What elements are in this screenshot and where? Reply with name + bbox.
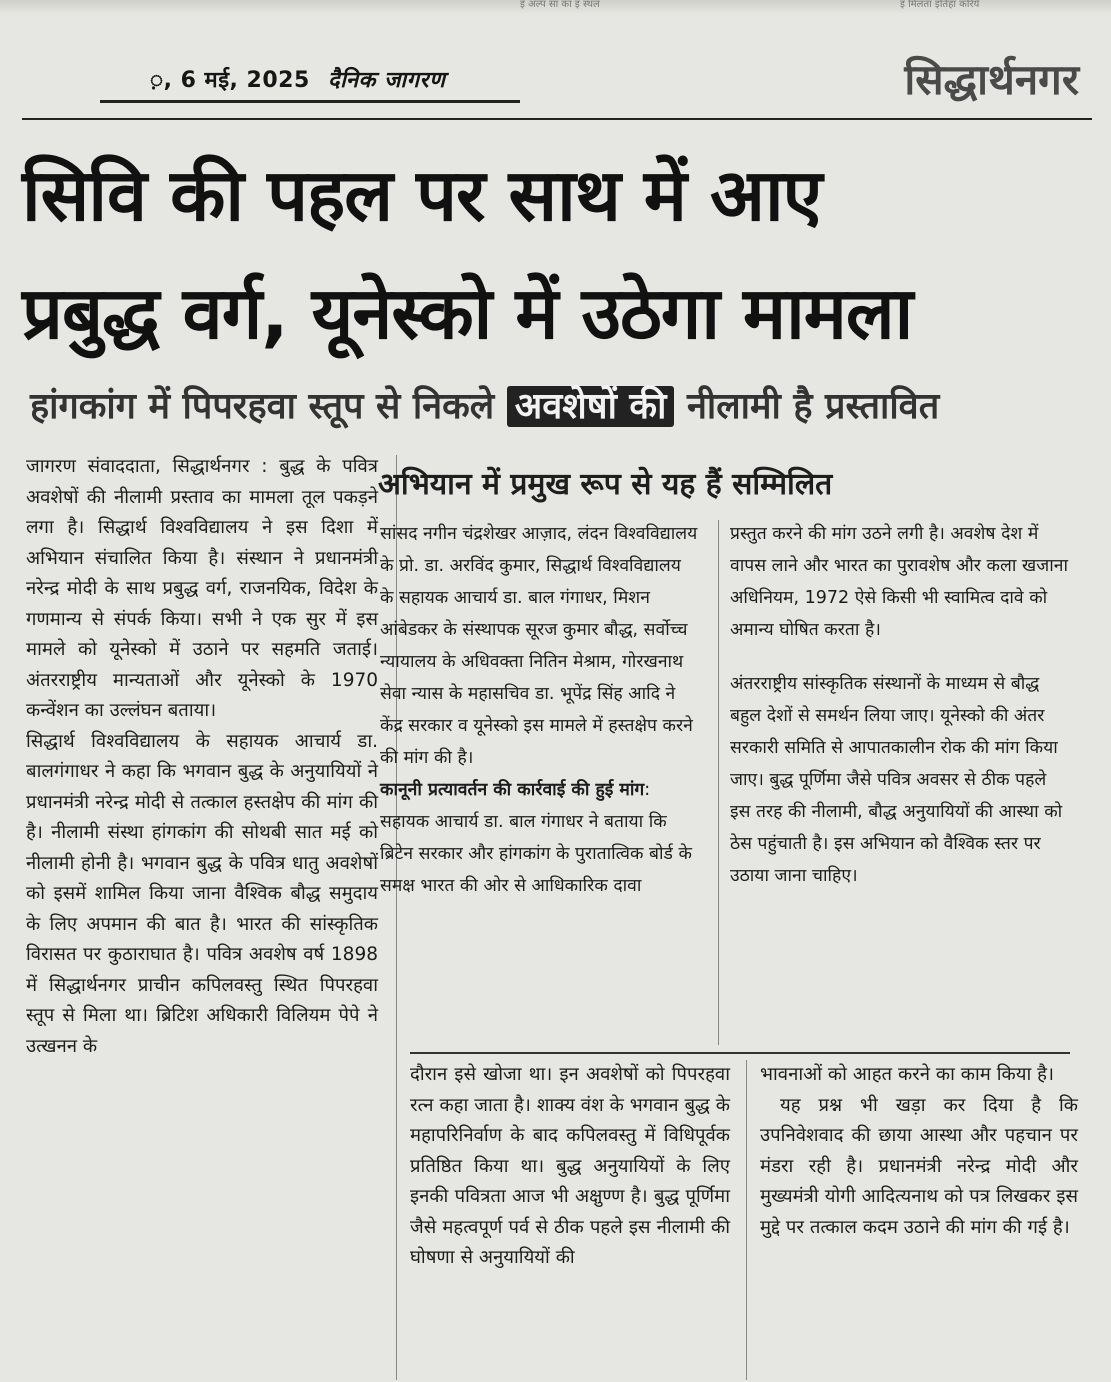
box-subheading: कानूनी प्रत्यावर्तन की कार्रवाई की हुई मांग bbox=[380, 780, 645, 800]
issue-date: ़, 6 मई, 2025 bbox=[150, 68, 310, 93]
subhead-part-2: नीलामी है प्रस्तावित bbox=[686, 386, 940, 427]
subhead-part-1: हांगकांग में पिपरहवा स्तूप से निकले bbox=[30, 386, 495, 427]
article-column-c1 bbox=[410, 1060, 730, 1274]
box-col1-paragraph-2 bbox=[380, 774, 698, 902]
article-column-c2 bbox=[760, 1060, 1078, 1243]
top-strip-text-right: इ मिलता इतिहा करिये bbox=[900, 0, 980, 10]
column-a-paragraph-2: सिद्धार्थ विश्वविद्यालय के सहायक आचार्य डा. बालगंगाधर ने कहा कि भगवान बुद्ध के अनुयायियों ने प्रधानमंत्री नरेन्द्र मोदी से तत्काल हस्तक्षेप की मांग की है। नीलामी संस्था हांगकांग की सोथबी सात मई को नीलामी होनी है। भगवान बुद्ध के पवित्र धातु अवशेषों को इसमें शामिल किया जाना वैश्विक बौद्ध समुदाय के लिए अपमान की बात है। भारत की सांस्कृतिक विरासत पर कुठाराघात है। पवित्र अवशेष वर्ष 1898 में सिद्धार्थनगर प्राचीन कपिलवस्तु स्थित पिपरहवा स्तूप से मिला था। ब्रिटिश अधिकारी विलियम पेपे ने उत्खनन के bbox=[26, 730, 378, 1057]
box-bottom-rule bbox=[410, 1052, 1070, 1054]
column-c1-paragraph: दौरान इसे खोजा था। इन अवशेषों को पिपरहवा रत्न कहा जाता है। शाक्य वंश के भगवान बुद्ध के महापरिनिर्वाण के बाद कपिलवस्तु में विधिपूर्वक प्रतिष्ठित किया था। बुद्ध अनुयायियों के लिए इनकी पवित्रता आज भी अक्षुण्ण है। बुद्ध पूर्णिमा जैसे महत्वपूर्ण पर्व से ठीक पहले इस नीलामी की घोषणा से अनुयायियों की bbox=[410, 1064, 730, 1268]
column-c2-paragraph-1: भावनाओं को आहत करने का काम किया है। bbox=[760, 1064, 1054, 1085]
newspaper-name: दैनिक जागरण bbox=[327, 68, 446, 93]
box-col1-paragraph: सांसद नगीन चंद्रशेखर आज़ाद, लंदन विश्वविद्यालय के प्रो. डा. अरविंद कुमार, सिद्धार्थ विश्वविद्यालय के सहायक आचार्य डा. बाल गंगाधर, मिशन आंबेडकर के संस्थापक सूरज कुमार बौद्ध, सर्वोच्च न्यायालय के अधिवक्ता नितिन मेश्राम, गोरखनाथ सेवा न्यास के महासचिव डा. भूपेंद्र सिंह आदि ने केंद्र सरकार व यूनेस्को इस मामले में हस्तक्षेप करने की मांग की है। bbox=[380, 524, 698, 768]
masthead-rule-full bbox=[22, 118, 1092, 120]
column-divider-3 bbox=[746, 1060, 747, 1380]
column-divider-2 bbox=[718, 520, 719, 1045]
box-title: अभियान में प्रमुख रूप से यह हैं सम्मिलित bbox=[378, 467, 833, 502]
box-col1-text: : सहायक आचार्य डा. बाल गंगाधर ने बताया कि ब्रिटेन सरकार और हांगकांग के पुरातात्विक बोर्ड के समक्ष भारत की ओर से आधिकारिक दावा bbox=[380, 780, 692, 896]
top-strip-text-left: इ अल्प सा का इ स्थल bbox=[520, 0, 600, 10]
box-col2-paragraph-1: प्रस्तुत करने की मांग उठने लगी है। अवशेष देश में वापस लाने और भारत का पुरावशेष और कला खजाना अधिनियम, 1972 ऐसे किसी भी स्वामित्व दावे को अमान्य घोषित करता है। bbox=[730, 524, 1068, 640]
masthead-dateline bbox=[150, 64, 445, 94]
box-column-1 bbox=[380, 518, 698, 902]
box-column-2 bbox=[730, 518, 1070, 892]
subheadline bbox=[30, 380, 1090, 429]
masthead-rule-left bbox=[100, 100, 520, 103]
subhead-highlight: अवशेषों की bbox=[507, 386, 675, 427]
column-c2-paragraph-2: यह प्रश्न भी खड़ा कर दिया है कि उपनिवेशवाद की छाया आस्था और पहचान पर मंडरा रही है। प्रधानमंत्री नरेन्द्र मोदी और मुख्यमंत्री योगी आदित्यनाथ को पत्र लिखकर इस मुद्दे पर तत्काल कदम उठाने की मांग की गई है। bbox=[760, 1094, 1078, 1238]
edition-name: सिद्धार्थनगर bbox=[904, 55, 1079, 104]
box-col2-paragraph-2: अंतरराष्ट्रीय सांस्कृतिक संस्थानों के माध्यम से बौद्ध बहुल देशों से समर्थन लिया जाए। यूनेस्को की अंतर सरकारी समिति से आपातकालीन रोक की मांग किया जाए। बुद्ध पूर्णिमा जैसे पवित्र अवसर से ठीक पहले इस तरह की नीलामी, बौद्ध अनुयायियों की आस्था को ठेस पहुंचाती है। इस अभियान को वैश्विक स्तर पर उठाया जाना चाहिए। bbox=[730, 674, 1063, 886]
headline-line-2: प्रबुद्ध वर्ग, यूनेस्को में उठेगा मामला bbox=[22, 271, 913, 355]
top-clipped-strip bbox=[0, 0, 1111, 14]
headline-line-1: सिवि की पहल पर साथ में आए bbox=[22, 153, 822, 237]
headline bbox=[22, 136, 1092, 372]
article-column-a bbox=[26, 452, 378, 1062]
column-a-paragraph-1: जागरण संवाददाता, सिद्धार्थनगर : बुद्ध के पवित्र अवशेषों की नीलामी प्रस्ताव का मामला तूल पकड़ने लगा है। सिद्धार्थ विश्वविद्यालय ने इस दिशा में अभियान संचालित किया है। संस्थान ने प्रधानमंत्री नरेन्द्र मोदी के साथ प्रबुद्ध वर्ग, राजनयिक, विदेश के गणमान्य से संपर्क किया। सभी ने एक सुर में इस मामले को यूनेस्को में उठाने पर सहमति जताई। अंतरराष्ट्रीय मान्यताओं और यूनेस्को के 1970 कन्वेंशन का उल्लंघन बताया। bbox=[26, 456, 378, 721]
